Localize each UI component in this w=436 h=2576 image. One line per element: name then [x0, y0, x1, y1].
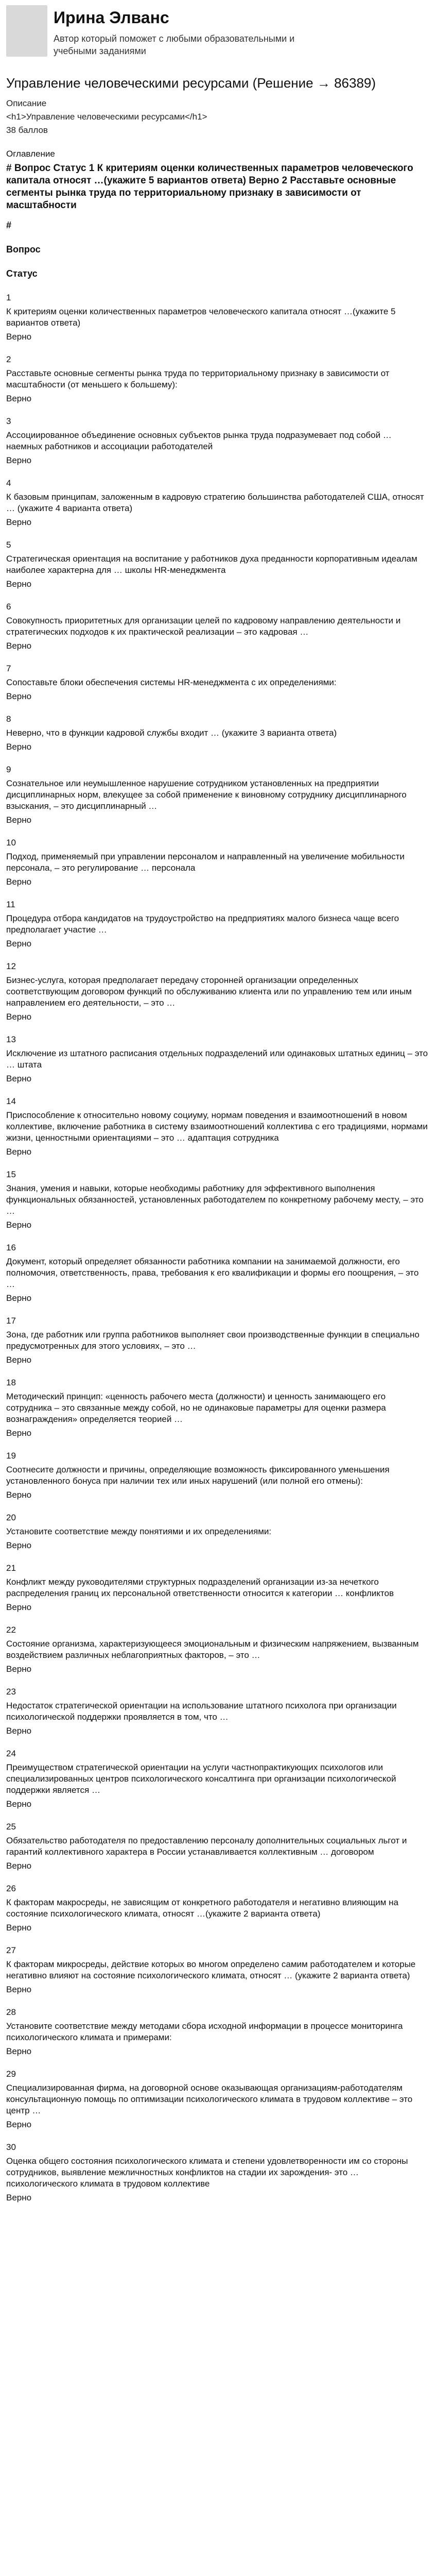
- question-status: Верно: [6, 1293, 32, 1303]
- question-number: 3: [6, 416, 11, 426]
- question-number: 8: [6, 714, 11, 724]
- toc-text: # Вопрос Статус 1 К критериям оценки количественных параметров человеческого капитала относят …(укажите 5 вариантов ответа) Верно 2 Расставьте основные сегменты рынка труда по территориальному признаку в зависимости от масштабности: [6, 163, 413, 211]
- score: 38 баллов: [6, 125, 48, 135]
- question-item: [6, 2069, 430, 2130]
- question-item: [6, 478, 430, 528]
- question-number: 13: [6, 1035, 16, 1044]
- question-number: 1: [6, 293, 11, 302]
- question-number: 2: [6, 354, 11, 364]
- question-status: Верно: [6, 1355, 32, 1365]
- question-item: [6, 1096, 430, 1157]
- question-item: [6, 1749, 430, 1809]
- question-item: [6, 1035, 430, 1084]
- question-status: Верно: [6, 579, 32, 589]
- question-status: Верно: [6, 1428, 32, 1438]
- question-item: [6, 1243, 430, 1303]
- question-number: 5: [6, 540, 11, 550]
- question-item: [6, 900, 430, 949]
- question-text: Соотнесите должности и причины, определяющие возможность фиксированного уменьшения установленного бонуса при наличии тех или иных нарушений (или полной его отмены):: [6, 1465, 390, 1486]
- question-text: К факторам макросреды, не зависящим от конкретного работодателя и негативно влияющим на состояние психологического климата, относят …(укажите 2 варианта ответа): [6, 1897, 398, 1919]
- question-status: Верно: [6, 1985, 32, 1994]
- question-number: 9: [6, 765, 11, 774]
- question-status: Верно: [6, 1220, 32, 1230]
- question-number: 21: [6, 1563, 16, 1573]
- question-item: [6, 1822, 430, 1871]
- question-number: 26: [6, 1884, 16, 1893]
- question-text: К базовым принципам, заложенным в кадровую стратегию большинства работодателей США, относят … (укажите 4 варианта ответа): [6, 492, 424, 513]
- question-number: 28: [6, 2007, 16, 2017]
- question-item: [6, 293, 430, 342]
- question-item: [6, 1563, 430, 1613]
- question-status: Верно: [6, 1664, 32, 1674]
- question-item: [6, 1378, 430, 1438]
- question-status: Верно: [6, 1540, 32, 1550]
- question-text: Стратегическая ориентация на воспитание у работников духа преданности корпоративным идеалам наиболее характерна для … школы HR-менеджмента: [6, 554, 417, 575]
- document-title: Управление человеческими ресурсами (Решение → 86389): [6, 75, 376, 91]
- question-number: 20: [6, 1513, 16, 1522]
- question-status: Верно: [6, 815, 32, 825]
- question-text: Установите соответствие между методами сбора исходной информации в процессе мониторинга психологического климата и примерами:: [6, 2021, 403, 2042]
- question-status: Верно: [6, 2193, 32, 2202]
- question-item: [6, 540, 430, 589]
- question-status: Верно: [6, 2046, 32, 2056]
- question-number: 7: [6, 664, 11, 673]
- question-item: [6, 1945, 430, 1995]
- question-text: Сопоставьте блоки обеспечения системы HR-менеджмента с их определениями:: [6, 677, 337, 687]
- question-number: 19: [6, 1451, 16, 1461]
- question-text: Исключение из штатного расписания отдельных подразделений или одинаковых штатных единиц – это … штата: [6, 1048, 428, 1070]
- question-status: Верно: [6, 1602, 32, 1612]
- question-status: Верно: [6, 742, 32, 752]
- question-status: Верно: [6, 1147, 32, 1157]
- question-number: 22: [6, 1625, 16, 1635]
- question-status: Верно: [6, 1861, 32, 1871]
- question-status: Верно: [6, 455, 32, 465]
- question-text: Неверно, что в функции кадровой службы входит … (укажите 3 варианта ответа): [6, 728, 337, 738]
- question-status: Верно: [6, 641, 32, 651]
- question-number: 11: [6, 900, 15, 909]
- question-item: [6, 838, 430, 887]
- question-text: Ассоциированное объединение основных субъектов рынка труда подразумевает под собой … наемных работников и ассоциации работодателей: [6, 430, 392, 451]
- question-number: 15: [6, 1170, 16, 1179]
- question-text: Документ, который определяет обязанности работника компании на занимаемой должности, его полномочия, ответственность, права, требования к его квалификации и формы его поощрения, – это …: [6, 1257, 419, 1289]
- question-list: [6, 293, 430, 2203]
- question-text: Зона, где работник или группа работников выполняет свои производственные функции в специально предусмотренных для этого условиях, – это …: [6, 1330, 420, 1351]
- question-item: [6, 2007, 430, 2057]
- question-item: [6, 1625, 430, 1674]
- question-text: Приспособление к относительно новому социуму, нормам поведения и взаимоотношений в новом коллективе, включение работника в систему взаимоотношений коллектива с его традициями, нормами жизни, ценностными ориентациями – это … адаптация сотрудника: [6, 1110, 428, 1143]
- question-text: Установите соответствие между понятиями и их определениями:: [6, 1527, 272, 1536]
- description-value: <h1>Управление человеческими ресурсами</h1>: [6, 112, 207, 122]
- question-item: [6, 714, 430, 752]
- question-item: [6, 765, 430, 825]
- question-text: Методический принцип: «ценность рабочего места (должности) и ценность занимающего его сотрудника – это связанные между собой, но не одинаковые параметры для оценки размера вознаграждения» определяется теорией …: [6, 1392, 386, 1424]
- question-status: Верно: [6, 1012, 32, 1022]
- question-text: Сознательное или неумышленное нарушение сотрудником установленных на предприятии дисциплинарных норм, влекущее за собой применение к виновному сотруднику дисциплинарного взыскания, – это дисциплинарный …: [6, 778, 407, 811]
- question-item: [6, 1513, 430, 1551]
- table-question-header: Вопрос: [6, 244, 41, 255]
- author-avatar[interactable]: [6, 5, 47, 57]
- question-text: Специализированная фирма, на договорной основе оказывающая организациям-работодателям консультационную помощь по оптимизации психологического климата в трудовом коллективе – это центр …: [6, 2083, 413, 2115]
- question-item: [6, 1451, 430, 1500]
- question-number: 14: [6, 1096, 16, 1106]
- question-status: Верно: [6, 1074, 32, 1083]
- question-text: К факторам микросреды, действие которых во многом определено самим работодателем и которые негативно влияют на состояние психологического климата, относят … (укажите 2 варианта ответа): [6, 1959, 416, 1980]
- question-status: Верно: [6, 1726, 32, 1736]
- question-item: [6, 961, 430, 1022]
- question-item: [6, 1884, 430, 1933]
- question-number: 27: [6, 1945, 16, 1955]
- question-item: [6, 354, 430, 404]
- author-card: [6, 5, 430, 62]
- question-text: Знания, умения и навыки, которые необходимы работнику для эффективного выполнения функциональных обязанностей, установленных работодателем по конкретному рабочему месту, – это …: [6, 1183, 424, 1216]
- question-status: Верно: [6, 517, 32, 527]
- question-status: Верно: [6, 1923, 32, 1933]
- question-item: [6, 1170, 430, 1230]
- question-number: 12: [6, 961, 16, 971]
- question-text: Расставьте основные сегменты рынка труда по территориальному признаку в зависимости от масштабности (от меньшего к большему):: [6, 368, 390, 389]
- question-text: Процедура отбора кандидатов на трудоустройство на предприятиях малого бизнеса чаще всего предполагает участие …: [6, 913, 399, 935]
- question-number: 16: [6, 1243, 16, 1252]
- question-item: [6, 1687, 430, 1736]
- question-item: [6, 2142, 430, 2203]
- question-number: 4: [6, 478, 11, 488]
- question-text: Недостаток стратегической ориентации на использование штатного психолога при организации психологической поддержки проявляется в том, что …: [6, 1701, 397, 1722]
- question-text: Бизнес-услуга, которая предполагает передачу сторонней организации определенных соответствующим договором функций по обслуживанию клиента или по управлению тем или иным направлением его деятельности, – это …: [6, 975, 412, 1008]
- question-number: 10: [6, 838, 16, 848]
- table-hash-header: #: [6, 220, 12, 230]
- question-item: [6, 1316, 430, 1365]
- question-status: Верно: [6, 394, 32, 403]
- question-number: 29: [6, 2069, 16, 2079]
- question-text: Конфликт между руководителями структурных подразделений организации из-за нечеткого распределения границ их персональной ответственности относится к категории … конфликтов: [6, 1577, 394, 1598]
- question-number: 6: [6, 602, 11, 612]
- question-text: Состояние организма, характеризующееся эмоциональным и физическим напряжением, вызванным воздействием различных неблагоприятных факторов, – это …: [6, 1639, 419, 1660]
- question-text: Оценка общего состояния психологического климата и степени удовлетворенности им со стороны сотрудников, выявление межличностных конфликтов на стадии их зарождения- это … психологического климата в трудовом коллективе: [6, 2156, 408, 2189]
- question-status: Верно: [6, 1490, 32, 1500]
- question-item: [6, 664, 430, 702]
- question-number: 24: [6, 1749, 16, 1758]
- author-name[interactable]: Ирина Элванс: [54, 8, 169, 27]
- author-description: Автор который поможет с любыми образовательными и учебными заданиями: [54, 33, 295, 56]
- question-text: Обязательство работодателя по предоставлению персоналу дополнительных социальных льгот и гарантий коллективного характера в России устанавливается коллективным … договором: [6, 1836, 407, 1857]
- question-status: Верно: [6, 939, 32, 948]
- question-status: Верно: [6, 332, 32, 342]
- table-status-header: Статус: [6, 268, 38, 279]
- question-status: Верно: [6, 2120, 32, 2129]
- question-text: Подход, применяемый при управлении персоналом и направленный на увеличение мобильности персонала, – это регулирование … персонала: [6, 852, 405, 873]
- question-item: [6, 602, 430, 651]
- question-number: 30: [6, 2142, 16, 2152]
- question-status: Верно: [6, 1799, 32, 1809]
- question-status: Верно: [6, 877, 32, 887]
- description-label: Описание: [6, 98, 47, 108]
- question-status: Верно: [6, 691, 32, 701]
- question-text: К критериям оценки количественных параметров человеческого капитала относят …(укажите 5 вариантов ответа): [6, 307, 396, 328]
- question-number: 18: [6, 1378, 16, 1387]
- author-info: [54, 5, 321, 57]
- question-text: Преимуществом стратегической ориентации на услуги частнопрактикующих психологов или специализированных центров психологического консалтинга при организации психологической поддержки является …: [6, 1762, 396, 1795]
- question-number: 23: [6, 1687, 16, 1697]
- question-number: 17: [6, 1316, 16, 1326]
- question-text: Совокупность приоритетных для организации целей по кадровому направлению деятельности и стратегических подходов к их практической реализации – это кадровая …: [6, 616, 401, 637]
- toc-label: Оглавление: [6, 149, 55, 159]
- question-number: 25: [6, 1822, 16, 1832]
- question-item: [6, 416, 430, 466]
